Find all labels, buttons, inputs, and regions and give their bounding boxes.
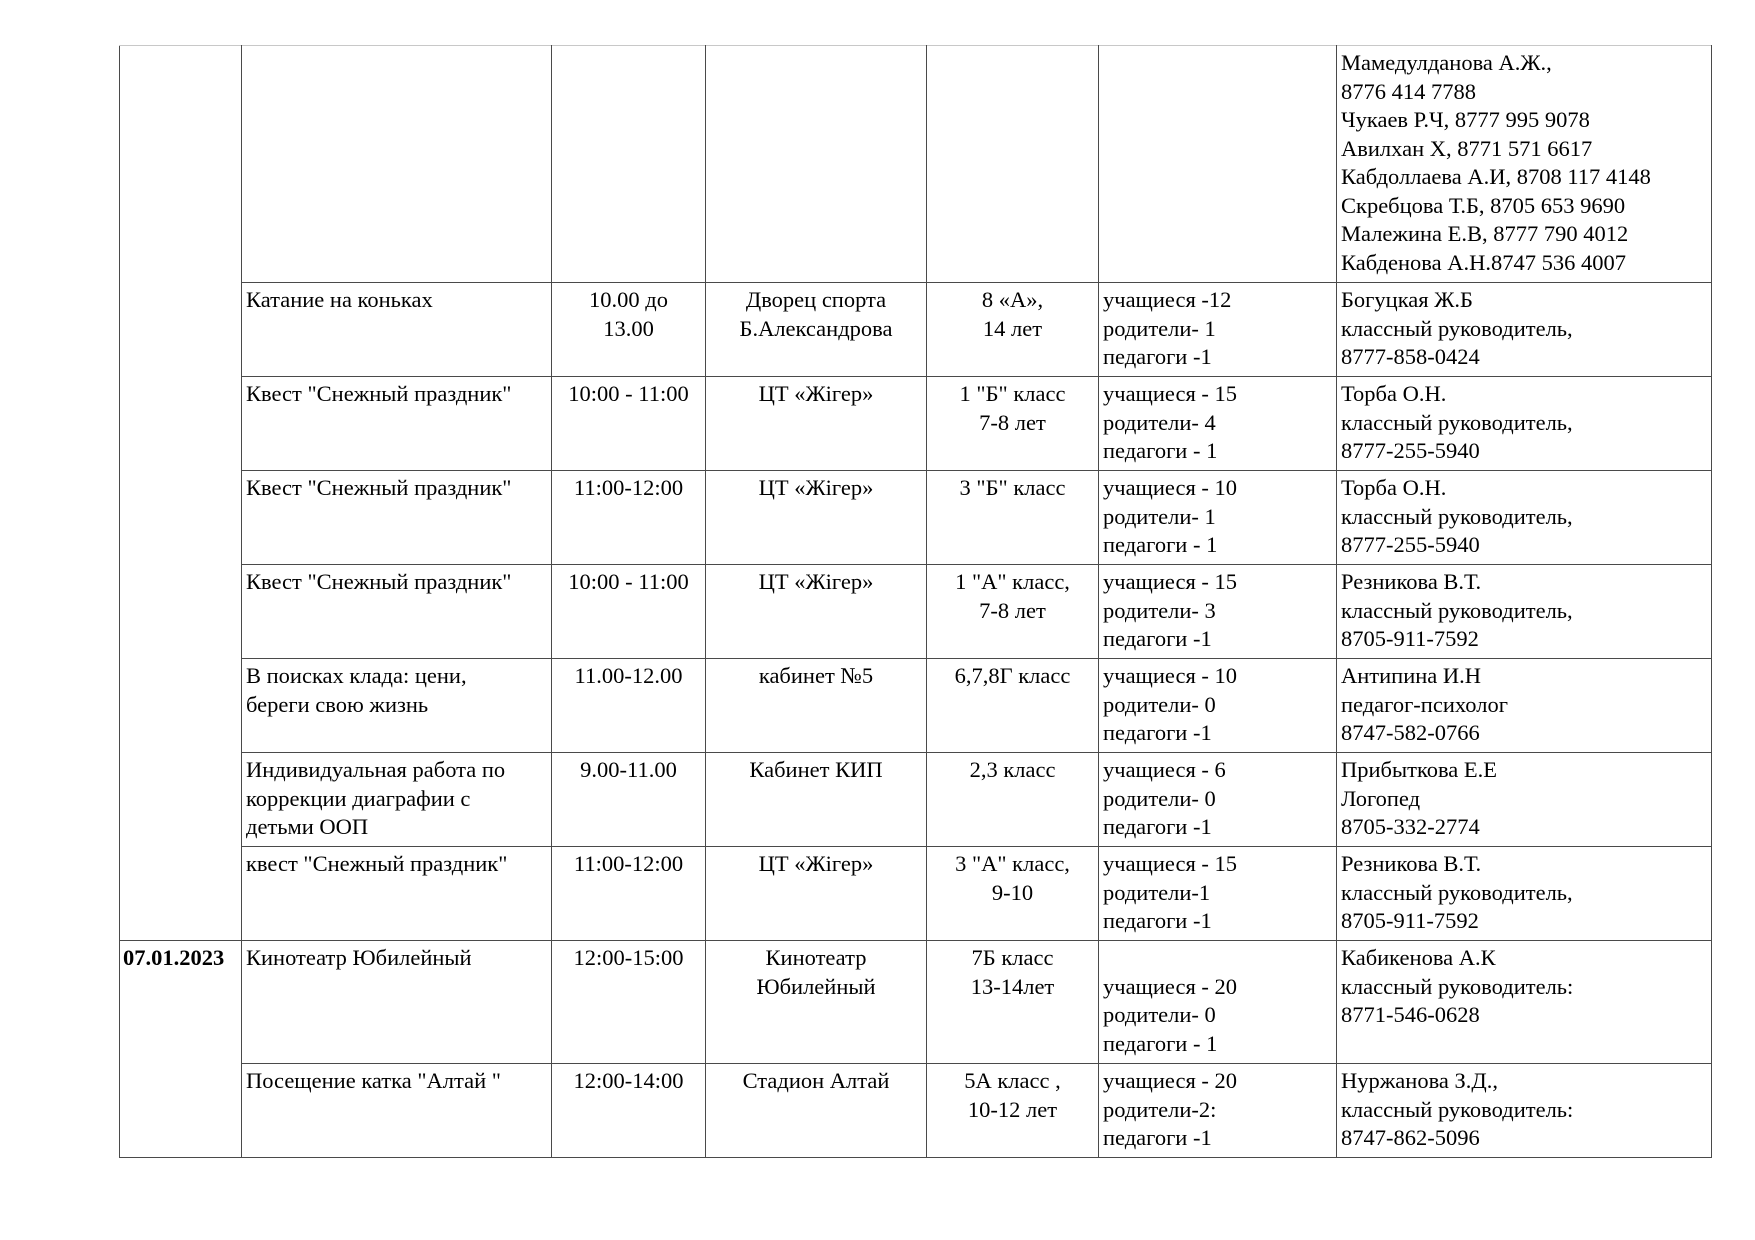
place-cell: Стадион Алтай	[706, 1064, 927, 1158]
place-cell	[706, 46, 927, 283]
participants-cell: учащиеся - 10 родители- 1 педагоги - 1	[1099, 471, 1337, 565]
time-cell: 10.00 до 13.00	[552, 283, 706, 377]
contact-cell: Резникова В.Т. классный руководитель, 8705-911-7592	[1337, 565, 1712, 659]
schedule-table	[119, 45, 1712, 1158]
contact-cell: Мамедулданова А.Ж., 8776 414 7788 Чукаев Р.Ч, 8777 995 9078 Авилхан Х, 8771 571 6617 Кабдоллаева А.И, 8708 117 4148 Скребцова Т.Б, 8705 653 9690 Малежина Е.В, 8777 790 4012 Кабденова А.Н.8747 536 4007	[1337, 46, 1712, 283]
contact-cell: Торба О.Н. классный руководитель, 8777-255-5940	[1337, 471, 1712, 565]
event-cell: Квест "Снежный праздник"	[242, 471, 552, 565]
participants-cell: учащиеся - 15 родители- 3 педагоги -1	[1099, 565, 1337, 659]
table-row	[120, 377, 1712, 471]
group-cell: 6,7,8Г класс	[927, 659, 1099, 753]
participants-cell: учащиеся -12 родители- 1 педагоги -1	[1099, 283, 1337, 377]
group-cell: 7Б класс 13-14лет	[927, 941, 1099, 1064]
time-cell	[552, 46, 706, 283]
table-row	[120, 659, 1712, 753]
contact-cell: Торба О.Н. классный руководитель, 8777-255-5940	[1337, 377, 1712, 471]
place-cell: Кинотеатр Юбилейный	[706, 941, 927, 1064]
event-cell: Кинотеатр Юбилейный	[242, 941, 552, 1064]
event-cell: Квест "Снежный праздник"	[242, 565, 552, 659]
place-cell: Кабинет КИП	[706, 753, 927, 847]
group-cell: 8 «А», 14 лет	[927, 283, 1099, 377]
event-cell: В поисках клада: цени, береги свою жизнь	[242, 659, 552, 753]
time-cell: 9.00-11.00	[552, 753, 706, 847]
place-cell: ЦТ «Жігер»	[706, 377, 927, 471]
date-cell: 07.01.2023	[120, 941, 242, 1158]
event-cell: Посещение катка "Алтай "	[242, 1064, 552, 1158]
contact-cell: Нуржанова З.Д., классный руководитель: 8747-862-5096	[1337, 1064, 1712, 1158]
group-cell: 1 "А" класс, 7-8 лет	[927, 565, 1099, 659]
table-row	[120, 471, 1712, 565]
group-cell: 5А класс , 10-12 лет	[927, 1064, 1099, 1158]
place-cell: ЦТ «Жігер»	[706, 471, 927, 565]
participants-cell	[1099, 46, 1337, 283]
group-cell: 3 "А" класс, 9-10	[927, 847, 1099, 941]
time-cell: 12:00-15:00	[552, 941, 706, 1064]
group-cell: 2,3 класс	[927, 753, 1099, 847]
time-cell: 11:00-12:00	[552, 847, 706, 941]
time-cell: 10:00 - 11:00	[552, 377, 706, 471]
participants-cell: учащиеся - 20 родители- 0 педагоги - 1	[1099, 941, 1337, 1064]
time-cell: 11:00-12:00	[552, 471, 706, 565]
place-cell: кабинет №5	[706, 659, 927, 753]
place-cell: ЦТ «Жігер»	[706, 565, 927, 659]
participants-cell: учащиеся - 10 родители- 0 педагоги -1	[1099, 659, 1337, 753]
contact-cell: Богуцкая Ж.Б классный руководитель, 8777-858-0424	[1337, 283, 1712, 377]
contact-cell: Резникова В.Т. классный руководитель, 8705-911-7592	[1337, 847, 1712, 941]
place-cell: ЦТ «Жігер»	[706, 847, 927, 941]
table-row	[120, 941, 1712, 1064]
contact-cell: Прибыткова Е.Е Логопед 8705-332-2774	[1337, 753, 1712, 847]
contact-cell: Антипина И.Н педагог-психолог 8747-582-0766	[1337, 659, 1712, 753]
table-row	[120, 1064, 1712, 1158]
participants-cell: учащиеся - 20 родители-2: педагоги -1	[1099, 1064, 1337, 1158]
participants-cell: учащиеся - 15 родители-1 педагоги -1	[1099, 847, 1337, 941]
participants-cell: учащиеся - 6 родители- 0 педагоги -1	[1099, 753, 1337, 847]
table-row	[120, 847, 1712, 941]
table-row	[120, 753, 1712, 847]
time-cell: 10:00 - 11:00	[552, 565, 706, 659]
date-cell-continued	[120, 46, 242, 941]
group-cell: 1 "Б" класс 7-8 лет	[927, 377, 1099, 471]
participants-cell: учащиеся - 15 родители- 4 педагоги - 1	[1099, 377, 1337, 471]
event-cell: Катание на коньках	[242, 283, 552, 377]
group-cell: 3 "Б" класс	[927, 471, 1099, 565]
place-cell: Дворец спорта Б.Александрова	[706, 283, 927, 377]
event-cell: Индивидуальная работа по коррекции диаграфии с детьми ООП	[242, 753, 552, 847]
table-row	[120, 283, 1712, 377]
group-cell	[927, 46, 1099, 283]
table-row	[120, 565, 1712, 659]
table-row	[120, 46, 1712, 283]
time-cell: 11.00-12.00	[552, 659, 706, 753]
time-cell: 12:00-14:00	[552, 1064, 706, 1158]
event-cell: квест "Снежный праздник"	[242, 847, 552, 941]
contact-cell: Кабикенова А.К классный руководитель: 8771-546-0628	[1337, 941, 1712, 1064]
event-cell: Квест "Снежный праздник"	[242, 377, 552, 471]
event-cell	[242, 46, 552, 283]
